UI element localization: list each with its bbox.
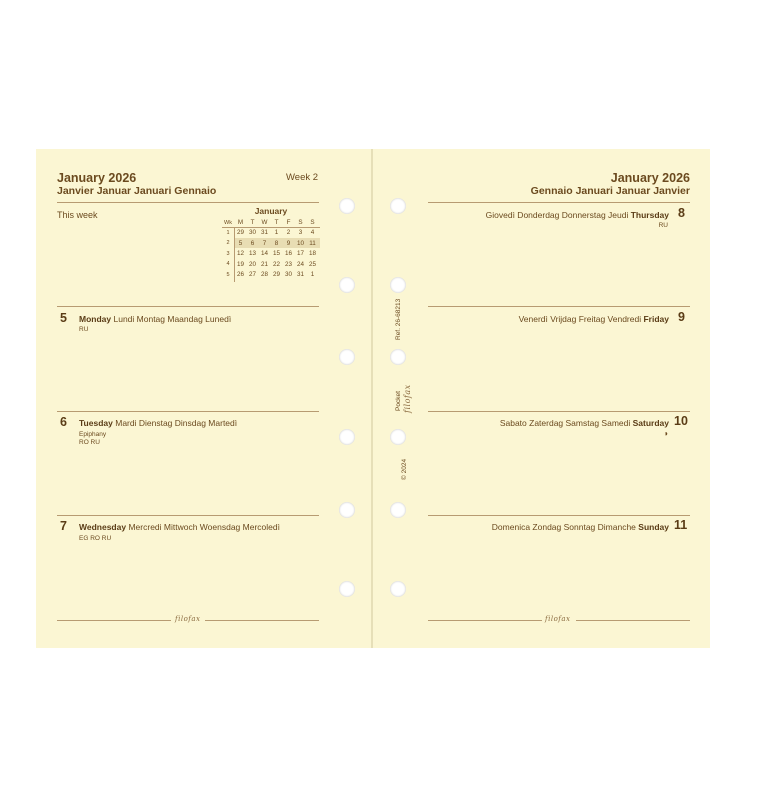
day-note: Epiphany [79, 431, 107, 438]
day-country-tags: EG RO RU [79, 535, 112, 542]
day-name-line [79, 314, 231, 324]
calendar-day: 11 [309, 239, 316, 247]
binder-hole [339, 502, 355, 518]
day-rule [428, 515, 690, 516]
calendar-day: 31 [260, 229, 268, 236]
day-number: 7 [60, 519, 67, 533]
calendar-header-cell: Wk [224, 219, 232, 226]
right-month-title: January 2026 [610, 171, 690, 185]
calendar-week-row [222, 239, 320, 249]
binder-hole [339, 429, 355, 445]
calendar-day: 9 [286, 239, 291, 247]
calendar-day: 21 [260, 260, 268, 268]
footer-logo: filofax [175, 615, 201, 623]
footer-rule [428, 620, 542, 621]
calendar-day: 16 [284, 250, 292, 257]
calendar-week-number: 2 [226, 240, 230, 246]
calendar-day: 30 [284, 271, 292, 278]
day-number: 11 [674, 518, 688, 532]
day-country-tags: RU [79, 326, 89, 333]
day-translations: Venerdì Vrijdag Freitag Vendredi [518, 314, 642, 324]
day-number: 9 [678, 310, 685, 324]
calendar-day: 5 [238, 239, 243, 247]
calendar-header-cell: T [274, 219, 279, 226]
day-number: 5 [60, 311, 67, 325]
day-translations: Sabato Zaterdag Samstag Samedi [499, 418, 631, 428]
calendar-header-cell: W [261, 219, 268, 226]
calendar-day: 25 [308, 260, 316, 268]
binder-hole [390, 581, 406, 597]
binder-hole [390, 349, 406, 365]
calendar-day: 1 [310, 271, 315, 278]
calendar-week-row [222, 260, 320, 270]
calendar-week-row [222, 270, 320, 280]
calendar-day: 7 [262, 239, 267, 247]
day-name-line [486, 210, 669, 220]
day-name: Saturday [632, 418, 669, 428]
calendar-day: 13 [248, 250, 256, 257]
calendar-header-cell: S [310, 219, 315, 226]
day-name: Wednesday [79, 522, 127, 532]
calendar-day: 19 [236, 260, 244, 268]
calendar-header-cell: M [237, 219, 244, 226]
calendar-day: 20 [248, 260, 256, 268]
binder-hole [390, 502, 406, 518]
binder-hole [339, 277, 355, 293]
calendar-day: 4 [310, 229, 315, 236]
calendar-header-cell: F [286, 219, 291, 226]
binder-hole [339, 349, 355, 365]
day-rule [57, 306, 319, 307]
calendar-day: 12 [236, 250, 244, 257]
day-name-line [79, 418, 237, 428]
right-month-translations: Gennaio Januari Januar Janvier [530, 185, 690, 197]
day-rule [428, 411, 690, 412]
day-name: Sunday [638, 522, 669, 532]
calendar-day: 6 [250, 239, 255, 247]
binder-hole [390, 277, 406, 293]
moon-phase-icon: ◑ [663, 429, 668, 438]
day-name-line [492, 522, 669, 532]
binder-hole [339, 581, 355, 597]
day-rule [428, 306, 690, 307]
calendar-week-row [222, 228, 320, 238]
spine-ref: Ref. 26-68213 [395, 298, 402, 340]
calendar-week-row [222, 249, 320, 259]
footer-rule [57, 620, 171, 621]
binder-hole [390, 198, 406, 214]
day-rule [57, 411, 319, 412]
spine-pocket: Pocket [395, 391, 402, 411]
day-translations: Mercredi Mittwoch Woensdag Mercoledì [128, 522, 280, 532]
calendar-day: 24 [296, 260, 304, 268]
day-number: 8 [678, 206, 685, 220]
spine-logo: filofax [403, 384, 412, 413]
day-translations: Mardi Dienstag Dinsdag Martedì [115, 418, 238, 428]
day-number: 6 [60, 415, 67, 429]
footer-rule [205, 620, 319, 621]
header-rule [57, 202, 319, 203]
calendar-day: 23 [284, 260, 292, 268]
footer-rule [576, 620, 690, 621]
calendar-day: 26 [236, 271, 244, 278]
calendar-day: 27 [248, 271, 256, 278]
calendar-day: 2 [286, 229, 291, 236]
calendar-header-cell: S [298, 219, 303, 226]
calendar-day: 30 [248, 229, 256, 236]
spine-copyright: © 2024 [401, 458, 408, 480]
day-translations: Domenica Zondag Sonntag Dimanche [491, 522, 636, 532]
calendar-day: 17 [296, 250, 304, 257]
day-rule [57, 515, 319, 516]
week-label: Week 2 [286, 172, 319, 183]
day-translations: Giovedì Donderdag Donnerstag Jeudi [485, 210, 629, 220]
left-month-title: January 2026 [57, 171, 137, 185]
day-country-tags: RU [658, 222, 668, 229]
calendar-day: 29 [236, 229, 244, 236]
calendar-day: 28 [260, 271, 268, 278]
calendar-day: 29 [272, 271, 280, 278]
calendar-day: 31 [296, 271, 304, 278]
binder-hole [339, 198, 355, 214]
day-name: Monday [79, 314, 112, 324]
calendar-header-row [222, 218, 320, 228]
left-page [36, 149, 371, 648]
binder-hole [390, 429, 406, 445]
day-country-tags: RO RU [79, 439, 100, 446]
this-week-label: This week [57, 210, 98, 220]
calendar-day: 10 [296, 239, 304, 247]
day-translations: Lundi Montag Maandag Lunedì [113, 314, 232, 324]
day-name: Tuesday [79, 418, 113, 428]
calendar-week-number: 4 [226, 261, 230, 267]
calendar-day: 18 [308, 250, 316, 257]
day-number: 10 [674, 414, 688, 428]
calendar-header-cell: T [250, 219, 255, 226]
calendar-day: 22 [272, 260, 280, 268]
left-month-translations: Janvier Januar Januari Gennaio [57, 185, 217, 197]
day-name-line [519, 314, 669, 324]
footer-logo: filofax [545, 615, 571, 623]
mini-calendar-title: January [254, 206, 288, 216]
day-name: Friday [643, 314, 669, 324]
day-name-line [500, 418, 669, 428]
calendar-day: 3 [298, 229, 303, 236]
day-name-line [79, 522, 280, 532]
calendar-day: 14 [260, 250, 268, 257]
calendar-week-number: 1 [226, 229, 230, 236]
calendar-day: 15 [272, 250, 280, 257]
calendar-week-number: 5 [226, 271, 230, 278]
calendar-day: 1 [274, 229, 279, 236]
calendar-week-number: 3 [226, 250, 230, 257]
page-fold [371, 149, 373, 648]
header-rule [428, 202, 690, 203]
day-name: Thursday [630, 210, 669, 220]
calendar-day: 8 [274, 239, 279, 247]
